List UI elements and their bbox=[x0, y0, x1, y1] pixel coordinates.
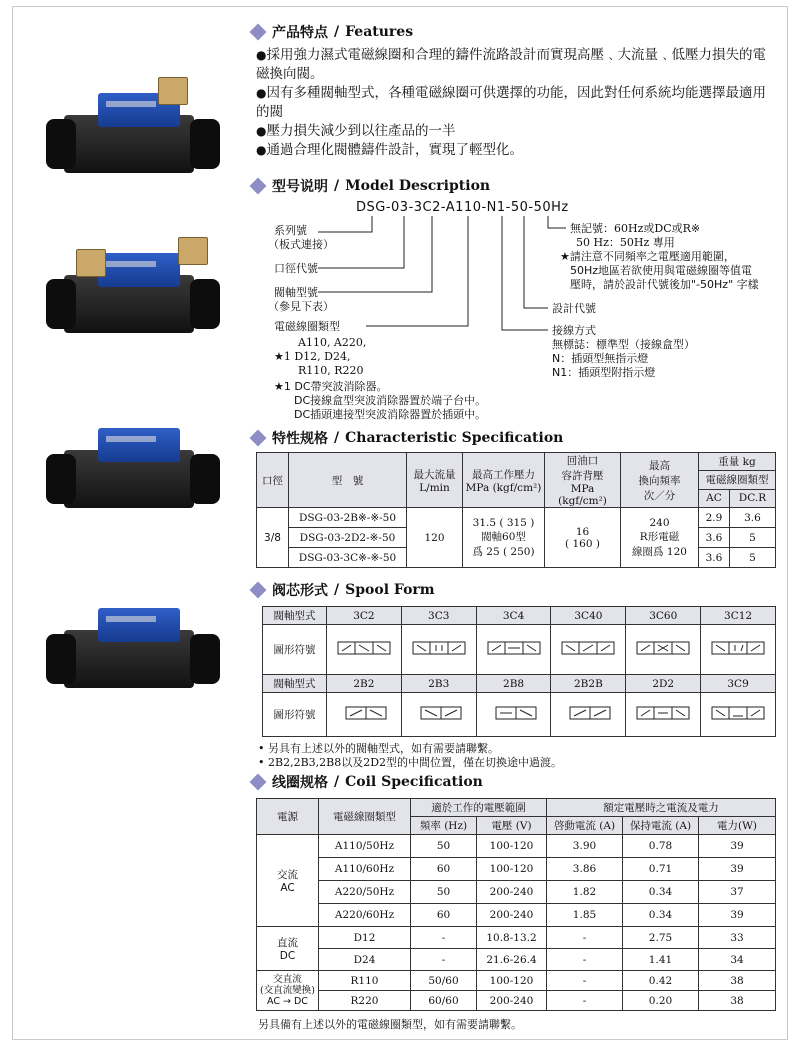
model-freq-50: 50 Hz：50Hz 專用 bbox=[576, 236, 675, 249]
model-freq-note-1: ★請注意不同頻率之電壓適用範圍， bbox=[560, 250, 735, 263]
model-label-spool: 閥軸型號 bbox=[274, 286, 318, 299]
feature-item: ●因有多種閥軸型式，各種電磁線圈可供選擇的功能，因此對任何系統均能選擇最適用的閥 bbox=[256, 85, 766, 120]
spool-symbol-icon bbox=[708, 639, 768, 657]
spool-symbol-icon bbox=[334, 704, 394, 722]
spool-note-2: • 2B2,2B3,2B8以及2D2型的中間位置，僅在切換途中過渡。 bbox=[258, 756, 563, 769]
model-freq-label: 無記號：60Hz或DC或R※ bbox=[570, 222, 701, 235]
feature-item: ●壓力損失減少到以往產品的一半 bbox=[256, 123, 456, 139]
model-label-spool-sub: （參見下表） bbox=[268, 300, 334, 313]
spool-symbol-icon bbox=[633, 639, 693, 657]
feature-item: ●採用強力濕式電磁線圈和合理的鑄件流路設計而實現高壓﹑大流量﹑低壓力損失的電磁換向閥。 bbox=[256, 47, 766, 82]
char-table: 口徑 型 號 最大流量 L/min 最高工作壓力 MPa (kgf/cm²) 回油口 容許背壓 MPa (kgf/cm²) 最高 換向頻率 次／分 重量 kg 電磁線圈類型 AC DC.R 3/8 DSG-03-2B※-※-50 120 31.5 ( 315 ) 閥軸60型 爲 25 ( 250) 16 ( 160 ) 240 R形電磁 線圈爲 120 2.9 3.6 DSG-03-2D2-※-50 3.6 5 DSG-03-3C※-※-50 3.6 5 bbox=[256, 452, 776, 568]
spool-symbol-icon bbox=[633, 704, 693, 722]
valve-image-4 bbox=[40, 590, 230, 710]
spool-title: 阀芯形式 / Spool Form bbox=[252, 580, 435, 600]
model-design-code: 設計代號 bbox=[552, 302, 596, 315]
model-freq-note-2: 50Hz地區若欲使用與電磁線圈等值電 bbox=[570, 264, 753, 277]
diamond-icon bbox=[250, 774, 267, 791]
char-model: DSG-03-2B※-※-50 bbox=[289, 508, 407, 528]
model-label-coil-ac: A110, A220, bbox=[298, 336, 367, 349]
model-note-1: ★1 DC帶突波消除器。 bbox=[274, 380, 388, 393]
model-note-3: DC插頭連接型突波消除器置於插頭中。 bbox=[294, 408, 487, 421]
spool-symbol-icon bbox=[558, 639, 618, 657]
model-freq-note-3: 壓時，請於設計代號後加"-50Hz" 字樣 bbox=[570, 278, 759, 291]
spool-symbol-icon bbox=[484, 704, 544, 722]
model-label-coil-dc: ★1 D12, D24, bbox=[274, 350, 351, 363]
spool-note-1: • 另具有上述以外的閥軸型式，如有需要請聯繫。 bbox=[258, 742, 499, 755]
model-label-coil: 電磁線圈類型 bbox=[274, 320, 340, 333]
model-label-series: 系列號 bbox=[274, 224, 307, 237]
model-wiring-n1: N1：插頭型附指示燈 bbox=[552, 366, 656, 379]
spool-symbol-icon bbox=[409, 639, 469, 657]
diamond-icon bbox=[250, 430, 267, 447]
feature-item: ●通過合理化閥體鑄件設計，實現了輕型化。 bbox=[256, 142, 523, 158]
coil-table: 電源 電磁線圈類型 適於工作的電壓範圍 額定電壓時之電流及電力 頻率 (Hz) 電壓 (V) 啓動電流 (A) 保持電流 (A) 電力(W) 交流 AC A110/50Hz 50 100-120 3.90 0.78 39 A110/60Hz 60 100-120 3.86 0.71 39 A220/50Hz 50 200-240 1.82 0.34 37 A220/60Hz 60 200-240 1.85 0.34 39 直流 DC D12 - 10.8-13.2 - 2.75 33 D24 - 21.6-26.4 - 1.41 34 交直流 (交直流變換) AC → DC R110 50/60 100-120 - 0.42 38 R220 60/60 200-240 - 0.20 38 bbox=[256, 798, 776, 1011]
model-note-2: DC接線盒型突波消除器置於端子台中。 bbox=[294, 394, 487, 407]
diamond-icon bbox=[250, 582, 267, 599]
model-label-series-sub: （板式連接） bbox=[268, 238, 334, 251]
model-wiring: 接線方式 bbox=[552, 324, 596, 337]
spool-table: 閥軸型式 3C2 3C3 3C4 3C40 3C60 3C12 圖形符號 閥軸型式 2B2 2B3 2B8 2B2B 2D2 3C9 圖形符號 bbox=[262, 606, 776, 737]
char-model: DSG-03-3C※-※-50 bbox=[289, 548, 407, 568]
model-label-size: 口徑代號 bbox=[274, 262, 318, 275]
char-title: 特性规格 / Characteristic Specification bbox=[252, 428, 563, 448]
coil-title: 线圈规格 / Coil Specification bbox=[252, 772, 483, 792]
char-model: DSG-03-2D2-※-50 bbox=[289, 528, 407, 548]
coil-footnote: 另具備有上述以外的電磁線圈類型，如有需要請聯繫。 bbox=[258, 1018, 522, 1031]
spool-symbol-icon bbox=[334, 639, 394, 657]
model-wiring-n: N：插頭型無指示燈 bbox=[552, 352, 649, 365]
spool-symbol-icon bbox=[558, 704, 618, 722]
model-title: 型号说明 / Model Description bbox=[252, 176, 490, 196]
model-leader-lines bbox=[0, 0, 800, 430]
spool-symbol-icon bbox=[409, 704, 469, 722]
spool-symbol-icon bbox=[484, 639, 544, 657]
features-title: 产品特点 / Features bbox=[252, 22, 413, 42]
model-label-coil-r: R110, R220 bbox=[298, 364, 364, 377]
spool-symbol-icon bbox=[708, 704, 768, 722]
model-wiring-std: 無標誌：標準型（接線盒型） bbox=[552, 338, 695, 351]
model-code: DSG-03-3C2-A110-N1-50-50Hz bbox=[356, 200, 569, 215]
